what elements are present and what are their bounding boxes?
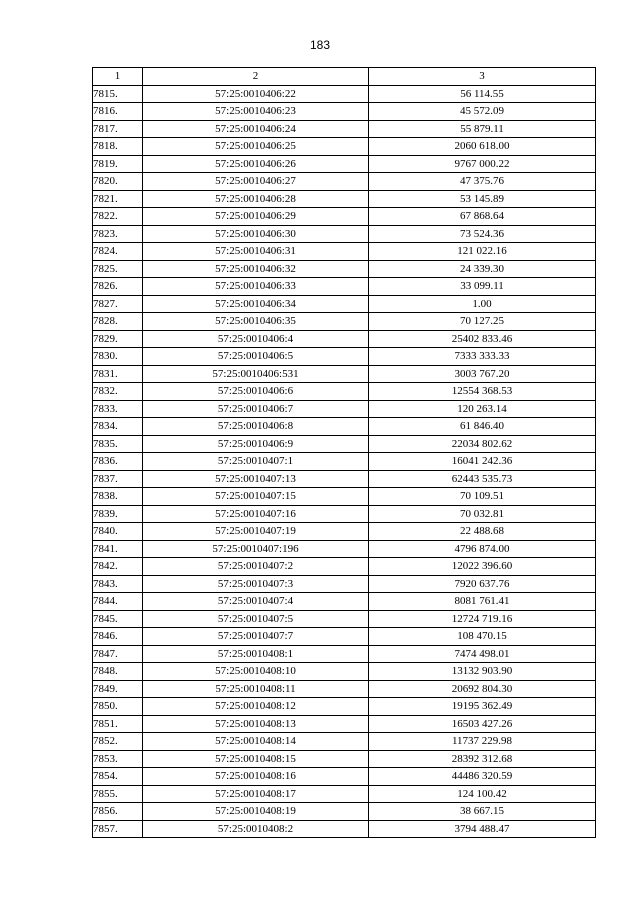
table-row [93, 155, 596, 173]
cadastral-value-cell: 124 100.42 [369, 785, 596, 803]
row-number-cell: 7838. [93, 488, 143, 506]
row-number-cell: 7829. [93, 330, 143, 348]
cadastral-value-cell: 11737 229.98 [369, 733, 596, 751]
cadastral-number-cell: 57:25:0010406:22 [143, 85, 369, 103]
table-row [93, 103, 596, 121]
row-number-cell: 7831. [93, 365, 143, 383]
table-row [93, 400, 596, 418]
table-row [93, 803, 596, 821]
cadastral-number-cell: 57:25:0010407:15 [143, 488, 369, 506]
row-number-cell: 7843. [93, 575, 143, 593]
cadastral-value-table [92, 67, 596, 838]
cadastral-number-cell: 57:25:0010406:28 [143, 190, 369, 208]
cadastral-value-cell: 16503 427.26 [369, 715, 596, 733]
cadastral-number-cell: 57:25:0010408:19 [143, 803, 369, 821]
cadastral-value-cell: 47 375.76 [369, 173, 596, 191]
row-number-cell: 7856. [93, 803, 143, 821]
row-number-cell: 7819. [93, 155, 143, 173]
row-number-cell: 7822. [93, 208, 143, 226]
row-number-cell: 7816. [93, 103, 143, 121]
table-row [93, 750, 596, 768]
cadastral-value-cell: 33 099.11 [369, 278, 596, 296]
cadastral-number-cell: 57:25:0010408:12 [143, 698, 369, 716]
row-number-cell: 7853. [93, 750, 143, 768]
table-row [93, 383, 596, 401]
cadastral-number-cell: 57:25:0010407:5 [143, 610, 369, 628]
cadastral-value-cell: 73 524.36 [369, 225, 596, 243]
cadastral-value-cell: 25402 833.46 [369, 330, 596, 348]
cadastral-value-cell: 120 263.14 [369, 400, 596, 418]
cadastral-value-cell: 70 127.25 [369, 313, 596, 331]
cadastral-value-cell: 38 667.15 [369, 803, 596, 821]
table-row [93, 260, 596, 278]
row-number-cell: 7841. [93, 540, 143, 558]
cadastral-value-cell: 67 868.64 [369, 208, 596, 226]
row-number-cell: 7846. [93, 628, 143, 646]
cadastral-value-cell: 44486 320.59 [369, 768, 596, 786]
cadastral-number-cell: 57:25:0010406:26 [143, 155, 369, 173]
table-row [93, 190, 596, 208]
cadastral-number-cell: 57:25:0010406:6 [143, 383, 369, 401]
cadastral-value-cell: 22 488.68 [369, 523, 596, 541]
cadastral-number-cell: 57:25:0010408:11 [143, 680, 369, 698]
cadastral-value-cell: 28392 312.68 [369, 750, 596, 768]
cadastral-number-cell: 57:25:0010406:5 [143, 348, 369, 366]
row-number-cell: 7826. [93, 278, 143, 296]
table-row [93, 120, 596, 138]
table-row [93, 85, 596, 103]
cadastral-value-cell: 53 145.89 [369, 190, 596, 208]
cadastral-value-cell: 8081 761.41 [369, 593, 596, 611]
cadastral-value-cell: 61 846.40 [369, 418, 596, 436]
row-number-cell: 7828. [93, 313, 143, 331]
row-number-cell: 7823. [93, 225, 143, 243]
cadastral-number-cell: 57:25:0010407:16 [143, 505, 369, 523]
row-number-cell: 7840. [93, 523, 143, 541]
cadastral-value-cell: 56 114.55 [369, 85, 596, 103]
cadastral-number-cell: 57:25:0010406:25 [143, 138, 369, 156]
cadastral-number-cell: 57:25:0010408:17 [143, 785, 369, 803]
row-number-cell: 7845. [93, 610, 143, 628]
cadastral-value-cell: 45 572.09 [369, 103, 596, 121]
cadastral-number-cell: 57:25:0010406:29 [143, 208, 369, 226]
table-row [93, 313, 596, 331]
row-number-cell: 7849. [93, 680, 143, 698]
table-row [93, 225, 596, 243]
page-number: 183 [309, 38, 331, 52]
row-number-cell: 7820. [93, 173, 143, 191]
row-number-cell: 7815. [93, 85, 143, 103]
cadastral-value-cell: 22034 802.62 [369, 435, 596, 453]
row-number-cell: 7821. [93, 190, 143, 208]
row-number-cell: 7850. [93, 698, 143, 716]
cadastral-value-cell: 2060 618.00 [369, 138, 596, 156]
cadastral-value-cell: 1.00 [369, 295, 596, 313]
table-row [93, 540, 596, 558]
row-number-cell: 7835. [93, 435, 143, 453]
row-number-cell: 7854. [93, 768, 143, 786]
cadastral-value-cell: 12022 396.60 [369, 558, 596, 576]
cadastral-value-cell: 3794 488.47 [369, 820, 596, 838]
cadastral-value-cell: 7474 498.01 [369, 645, 596, 663]
column-header-2: 2 [143, 68, 369, 86]
table-row [93, 505, 596, 523]
row-number-cell: 7847. [93, 645, 143, 663]
row-number-cell: 7852. [93, 733, 143, 751]
cadastral-number-cell: 57:25:0010406:23 [143, 103, 369, 121]
cadastral-value-cell: 9767 000.22 [369, 155, 596, 173]
cadastral-value-cell: 70 109.51 [369, 488, 596, 506]
row-number-cell: 7817. [93, 120, 143, 138]
cadastral-number-cell: 57:25:0010406:33 [143, 278, 369, 296]
row-number-cell: 7844. [93, 593, 143, 611]
cadastral-number-cell: 57:25:0010407:4 [143, 593, 369, 611]
row-number-cell: 7834. [93, 418, 143, 436]
cadastral-number-cell: 57:25:0010406:4 [143, 330, 369, 348]
cadastral-value-cell: 24 339.30 [369, 260, 596, 278]
cadastral-number-cell: 57:25:0010408:1 [143, 645, 369, 663]
table-row [93, 330, 596, 348]
table-row [93, 733, 596, 751]
cadastral-number-cell: 57:25:0010406:8 [143, 418, 369, 436]
cadastral-value-cell: 62443 535.73 [369, 470, 596, 488]
cadastral-value-cell: 20692 804.30 [369, 680, 596, 698]
cadastral-number-cell: 57:25:0010406:9 [143, 435, 369, 453]
cadastral-number-cell: 57:25:0010406:35 [143, 313, 369, 331]
row-number-cell: 7832. [93, 383, 143, 401]
column-header-3: 3 [369, 68, 596, 86]
row-number-cell: 7842. [93, 558, 143, 576]
cadastral-number-cell: 57:25:0010406:31 [143, 243, 369, 261]
cadastral-number-cell: 57:25:0010406:531 [143, 365, 369, 383]
cadastral-value-cell: 108 470.15 [369, 628, 596, 646]
table-row [93, 715, 596, 733]
cadastral-value-cell: 7920 637.76 [369, 575, 596, 593]
table-row [93, 558, 596, 576]
row-number-cell: 7836. [93, 453, 143, 471]
cadastral-value-cell: 16041 242.36 [369, 453, 596, 471]
row-number-cell: 7833. [93, 400, 143, 418]
table-row [93, 523, 596, 541]
table-row [93, 680, 596, 698]
table-row [93, 138, 596, 156]
column-header-1: 1 [93, 68, 143, 86]
cadastral-value-cell: 3003 767.20 [369, 365, 596, 383]
cadastral-number-cell: 57:25:0010408:16 [143, 768, 369, 786]
cadastral-number-cell: 57:25:0010408:13 [143, 715, 369, 733]
table-row [93, 173, 596, 191]
cadastral-number-cell: 57:25:0010407:3 [143, 575, 369, 593]
row-number-cell: 7839. [93, 505, 143, 523]
cadastral-value-cell: 121 022.16 [369, 243, 596, 261]
row-number-cell: 7848. [93, 663, 143, 681]
table-body [93, 85, 596, 838]
table-row [93, 243, 596, 261]
cadastral-number-cell: 57:25:0010408:2 [143, 820, 369, 838]
row-number-cell: 7824. [93, 243, 143, 261]
cadastral-number-cell: 57:25:0010408:14 [143, 733, 369, 751]
row-number-cell: 7851. [93, 715, 143, 733]
table-row [93, 418, 596, 436]
cadastral-value-cell: 4796 874.00 [369, 540, 596, 558]
cadastral-number-cell: 57:25:0010407:196 [143, 540, 369, 558]
table-row [93, 488, 596, 506]
table-row [93, 295, 596, 313]
table-row [93, 698, 596, 716]
row-number-cell: 7825. [93, 260, 143, 278]
table-row [93, 610, 596, 628]
table-header-row [93, 68, 596, 86]
cadastral-number-cell: 57:25:0010408:10 [143, 663, 369, 681]
table-row [93, 208, 596, 226]
cadastral-number-cell: 57:25:0010406:7 [143, 400, 369, 418]
cadastral-number-cell: 57:25:0010407:13 [143, 470, 369, 488]
row-number-cell: 7837. [93, 470, 143, 488]
table-row [93, 365, 596, 383]
cadastral-value-cell: 7333 333.33 [369, 348, 596, 366]
cadastral-number-cell: 57:25:0010406:32 [143, 260, 369, 278]
table-row [93, 663, 596, 681]
table-row [93, 278, 596, 296]
table-row [93, 628, 596, 646]
cadastral-number-cell: 57:25:0010406:34 [143, 295, 369, 313]
cadastral-value-cell: 12724 719.16 [369, 610, 596, 628]
table-row [93, 575, 596, 593]
row-number-cell: 7830. [93, 348, 143, 366]
table-row [93, 348, 596, 366]
cadastral-number-cell: 57:25:0010407:2 [143, 558, 369, 576]
cadastral-value-cell: 70 032.81 [369, 505, 596, 523]
cadastral-number-cell: 57:25:0010407:19 [143, 523, 369, 541]
table-row [93, 470, 596, 488]
cadastral-number-cell: 57:25:0010408:15 [143, 750, 369, 768]
table-row [93, 593, 596, 611]
table-row [93, 645, 596, 663]
cadastral-number-cell: 57:25:0010406:27 [143, 173, 369, 191]
row-number-cell: 7827. [93, 295, 143, 313]
cadastral-number-cell: 57:25:0010407:1 [143, 453, 369, 471]
row-number-cell: 7855. [93, 785, 143, 803]
cadastral-number-cell: 57:25:0010407:7 [143, 628, 369, 646]
table-row [93, 820, 596, 838]
cadastral-number-cell: 57:25:0010406:24 [143, 120, 369, 138]
row-number-cell: 7818. [93, 138, 143, 156]
table-row [93, 768, 596, 786]
cadastral-value-cell: 12554 368.53 [369, 383, 596, 401]
cadastral-value-cell: 13132 903.90 [369, 663, 596, 681]
cadastral-value-cell: 19195 362.49 [369, 698, 596, 716]
cadastral-number-cell: 57:25:0010406:30 [143, 225, 369, 243]
table-row [93, 785, 596, 803]
table-row [93, 453, 596, 471]
cadastral-value-cell: 55 879.11 [369, 120, 596, 138]
row-number-cell: 7857. [93, 820, 143, 838]
table-row [93, 435, 596, 453]
